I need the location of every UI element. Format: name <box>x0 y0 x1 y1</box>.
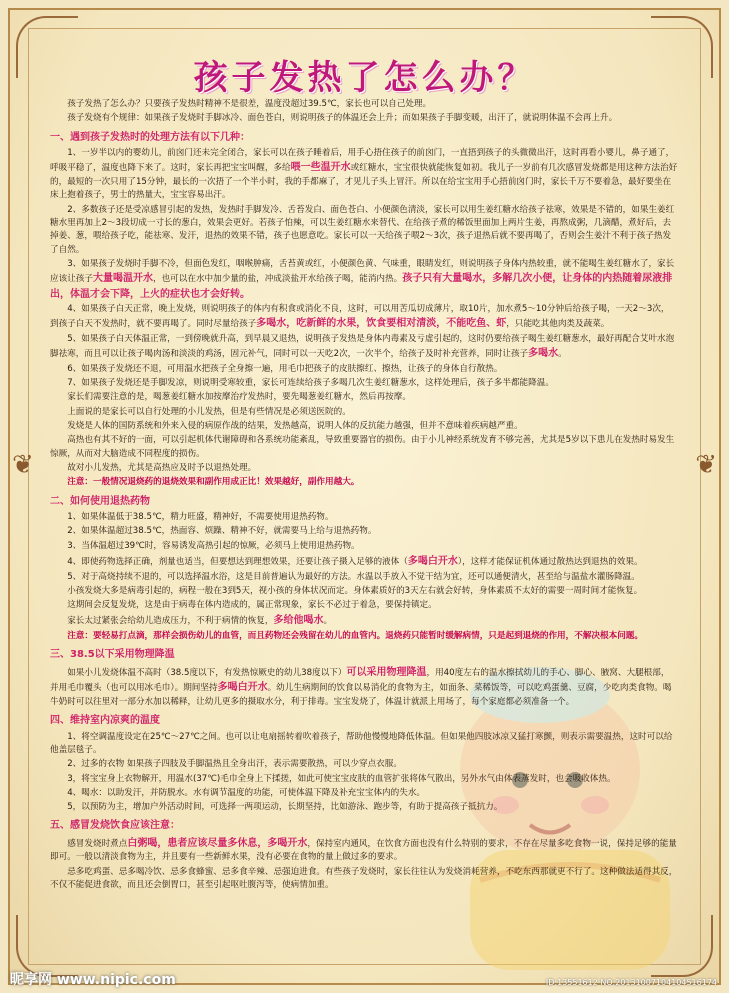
paragraph: 如果小儿发烧体温不高时（38.5度以下，有发热惊厥史的幼儿38度以下）可以采用物理降温，用40度左右的温水擦拭幼儿的手心、脚心、腋窝、大腿根部，并用毛巾覆头（也可以用冰毛巾）。期间坚持多喝白开水。幼儿生病期间的饮食以易消化的食物为主，如面条、菜稀饭等，可以吃鸡蛋羹、豆腐，少吃肉类食物。喝牛奶时可以往里对一部分水加以稀释，让幼儿更多的摄取水分，利于排毒。宝宝发烧了，体温计就派上用场了，每个家庭都必须准备一个。 <box>50 666 672 707</box>
paragraph: 上面说的是家长可以自行处理的小儿发热，但是有些情况是必须送医院的。 <box>67 406 351 417</box>
section-heading-4: 四、维持室内凉爽的温度 <box>50 715 160 727</box>
watermark-id: ID:13551612 NO:20131007104104516174 <box>545 978 717 987</box>
flourish-right-icon: ❦ <box>695 450 717 480</box>
paragraph: 高热也有其不好的一面，可以引起机体代谢障碍和各系统功能紊乱，导致重要器官的损伤。由于小儿神经系统发育不够完善，尤其是5岁以下患儿在发热时易发生惊厥，从而对大脑造成不同程度的损伤。 <box>50 435 675 459</box>
highlight: 孩子只有大量喝水，多解几次小便，让身体的内热随着尿液排出，体温才会下降，上火的症状也才会好转。 <box>50 273 673 300</box>
warning-note: 注意：一般情况退烧药的退烧效果和副作用成正比！效果越好，副作用越大。 <box>67 477 360 488</box>
list-item: 5，以预防为主，增加户外活动时间，可选择一两项运动，长期坚持，比如游泳、跑步等，有助于提高孩子抵抗力。 <box>67 802 503 813</box>
paragraph: 5、如果孩子白天体温正常，一到傍晚就升高，到早晨又退热，说明孩子发热是身体内毒素及亏虚引起的，这时仍要给孩子喝生姜红糖葱水，最好再配合艾叶水泡脚祛寒，而且可以让孩子喝肉汤和淡淡的鸡汤，固元补气，同时可以一天吃2次，一次半个，给孩子及时补充营养，同时让孩子多喝水。 <box>50 333 675 360</box>
corner-ornament-bottom-left <box>16 915 78 977</box>
section-heading-5: 五、感冒发烧饮食应该注意： <box>50 820 180 832</box>
intro-paragraph: 孩子发烧有个规律：如果孩子发烧时手脚冰冷、面色苍白，则说明孩子的体温还会上升；而如果孩子手脚变暖，出汗了，就说明体温不会再上升。 <box>67 113 618 124</box>
paragraph: 家长太过紧张会给幼儿造成压力，不利于病情的恢复，多给他喝水。 <box>67 615 333 627</box>
paragraph: 4、如果孩子白天正常，晚上发烧，则说明孩子的体内有积食或消化不良，这时，可以用苦瓜切成薄片，取10片，加水煮5～10分钟后给孩子喝，一天2～3次，到孩子白天不发热时，就不要再喝了。同时尽量给孩子多喝水，吃新鲜的水果，饮食要相对清淡，不能吃鱼、虾，只能吃其他肉类及蔬菜。 <box>50 304 670 330</box>
highlight: 多喝水，吃新鲜的水果，饮食要相对清淡，不能吃鱼、虾 <box>256 318 507 330</box>
paragraph: 3、如果孩子发烧时手脚不冷，但面色发红，咽喉肿痛，舌苔黄或红，小便颜色黄、气味重，眼睛发红，则说明孩子身体内热较重，就不能喝生姜红糖水了，家长应该让孩子大量喝温开水，也可以在水中加少量的盐，冲成淡盐开水给孩子喝，能消内热。孩子只有大量喝水，多解几次小便，让身体的内热随着尿液排出，体温才会下降，上火的症状也才会好转。 <box>50 258 675 300</box>
flourish-left-icon: ❦ <box>12 450 34 480</box>
paragraph: 家长们需要注意的是，喝葱姜红糖水加按摩治疗发热时，要先喝葱姜红糖水，然后再按摩。 <box>67 392 411 403</box>
paragraph: 1、一岁半以内的婴幼儿，前囟门还未完全闭合，家长可以在孩子睡着后，用手心捂住孩子的前囟门，一直捂到孩子的头微微出汗，这时再看小婴儿，鼻子通了，呼吸平稳了，温度也降下来了。这时，家长再把宝宝叫醒，多给喂一些温开水或红糖水，宝宝很快就能恢复如初。我儿子一岁前有几次感冒发烧都是用这种方法治好的，最短的一次只用了15分钟，最长的一次捂了一个半小时，我的手都麻了，才见儿子头上冒汗。所以在给宝宝用手心捂前囟门时，家长千万不要着急，最好要坐在床上抱着孩子，男士的热量大，宝宝容易出汗。 <box>50 148 678 201</box>
list-item: 5、对于高烧持续不退的，可以选择温水浴，这是目前普遍认为最好的方法。水温以手放入不觉干结为宜，还可以通便清火，甚至给与温盐水灌肠降温。 <box>67 571 640 582</box>
paragraph: 7、如果孩子发烧还是手脚发凉，则说明受寒较重，家长可连续给孩子多喝几次生姜红糖葱水，这样处理后，孩子多半都能降温。 <box>67 378 554 389</box>
warning-note: 注意：要轻易打点滴，那样会损伤幼儿的血管，而且药物还会残留在幼儿的血管内。退烧药只能暂时缓解病情，只是起到退烧的作用，不解决根本问题。 <box>67 630 643 641</box>
highlight: 喂一些温开水 <box>290 162 351 174</box>
highlight: 多喝水 <box>528 348 559 360</box>
list-item: 1、将空调温度设定在25℃～27℃之间。也可以让电扇摇转着吹着孩子，帮助他慢慢地降低体温。但如果他四肢冰凉又猛打寒颤，则表示需要温热，这时可以给他盖层毯子。 <box>50 731 673 755</box>
article-body <box>50 98 678 893</box>
watermark-logo: 昵享网 www.nipic.com <box>10 972 176 988</box>
section-heading-3: 三、38.5以下采用物理降温 <box>50 649 175 661</box>
paragraph: 6、如果孩子发烧还不退，可用温水把孩子全身擦一遍，用毛巾把孩子的皮肤擦红、擦热，让孩子的身体自行散热。 <box>67 363 503 374</box>
list-item: 3、当体温超过39℃时，容易诱发高热引起的惊厥，必须马上使用退热药物。 <box>67 540 360 551</box>
highlight: 多喝白开水 <box>217 682 268 694</box>
paragraph: 发烧是人体的国防系统和外来入侵的病原作战的结果，发热越高，说明人体的反抗能力越强，但并不意味着疾病越严重。 <box>67 421 523 431</box>
highlight: 大量喝温开水 <box>92 273 153 285</box>
section-heading-1: 一、遇到孩子发热时的处理方法有以下几种： <box>50 131 250 143</box>
list-item: 2、如果体温超过38.5℃，热面容、烦躁、精神不好，就需要马上给与退热药物。 <box>67 526 377 537</box>
paragraph: 这期间会反复发烧，这是由于病毒在体内造成的，属正常现象，家长不必过于着急，要保持镇定。 <box>67 600 437 611</box>
highlight: 多给他喝水 <box>273 615 324 627</box>
highlight: 多喝白开水 <box>407 556 458 567</box>
paragraph: 故对小儿发热，尤其是高热应及时予以退热处理。 <box>67 462 257 473</box>
list-item: 3，将宝宝身上衣物解开，用温水(37℃)毛巾全身上下揉搓，如此可使宝宝皮肤的血管扩张将体气散出，另外水气由体表蒸发时，也会吸收体热。 <box>67 773 616 784</box>
highlight: 可以采用物理降温 <box>346 666 427 678</box>
paragraph: 感冒发烧时煮点白粥喝，患者应该尽量多休息，多喝开水，保持室内通风，在饮食方面也没有什么特别的要求，不存在尽量多吃食物一说，保持足够的能量即可。一般以清淡食物为主，并且要有一些新鲜水果，没有必要在食物的量上做过多的要求。 <box>50 837 677 863</box>
list-item: 4、喝水：以助发汗，并防脱水。水有调节温度的功能，可使体温下降及补充宝宝体内的失水。 <box>67 787 426 798</box>
intro-paragraph: 孩子发热了怎么办？只要孩子发热时精神不是很差，温度没超过39.5℃，家长也可以自己处理。 <box>67 99 432 109</box>
paragraph: 忌多吃鸡蛋、忌多喝冷饮、忌多食蜂蜜、忌多食辛辣、忌强迫进食。有些孩子发烧时，家长往往认为发烧消耗营养，不吃东西那就更不行了。这种做法适得其反，不仅不能促进食欲，而且还会倒胃口，甚至引起呕吐腹泻等，使病情加重。 <box>50 866 678 891</box>
section-heading-2: 二、如何使用退热药物 <box>50 495 150 507</box>
paragraph: 小孩发烧大多是病毒引起的，病程一般在3到5天，视小孩的身体状况而定。身体素质好的3天左右就会好转，身体素质不太好的需要一周时间才能恢复。 <box>67 585 643 596</box>
page-title: 孩子发热了怎么办？ <box>193 58 536 98</box>
list-item: 1、如果体温低于38.5℃，精力旺盛，精神好，不需要使用退热药物。 <box>67 512 334 523</box>
highlight: 白粥喝，患者应该尽量多休息，多喝开水 <box>127 837 308 849</box>
list-item: 4、即使药物选择正确，剂量也适当，但要想达到理想效果，还要让孩子摄入足够的液体（多喝白开水），这样才能保证机体通过散热达到退热的效果。 <box>67 556 643 567</box>
list-item: 2、过多的衣物 如果孩子四肢及手脚温热且全身出汗，表示需要散热，可以少穿点衣服。 <box>67 759 402 770</box>
paragraph: 2、多数孩子还是受凉感冒引起的发热，发热时手脚发冷、舌苔发白、面色苍白、小便颜色清淡，家长可以用生姜红糖水给孩子祛寒，效果是不错的，如果生姜红糖水里再加上2～3段切成一寸长的葱白，效果会更好。若孩子怕辣，可以生姜红糖水来替代、在给孩子煮的稀饭里面加上两片生姜，再熬成粥，几滴醋，煮好后，去掉姜、葱，喂给孩子吃，能祛寒、发汗，退热的效果不错，孩子也愿意吃。家长可以一天给孩子喂2～3次，孩子退热后就不要再喝了，否则会生姜汁不利于孩子热发了自然。 <box>50 204 675 255</box>
